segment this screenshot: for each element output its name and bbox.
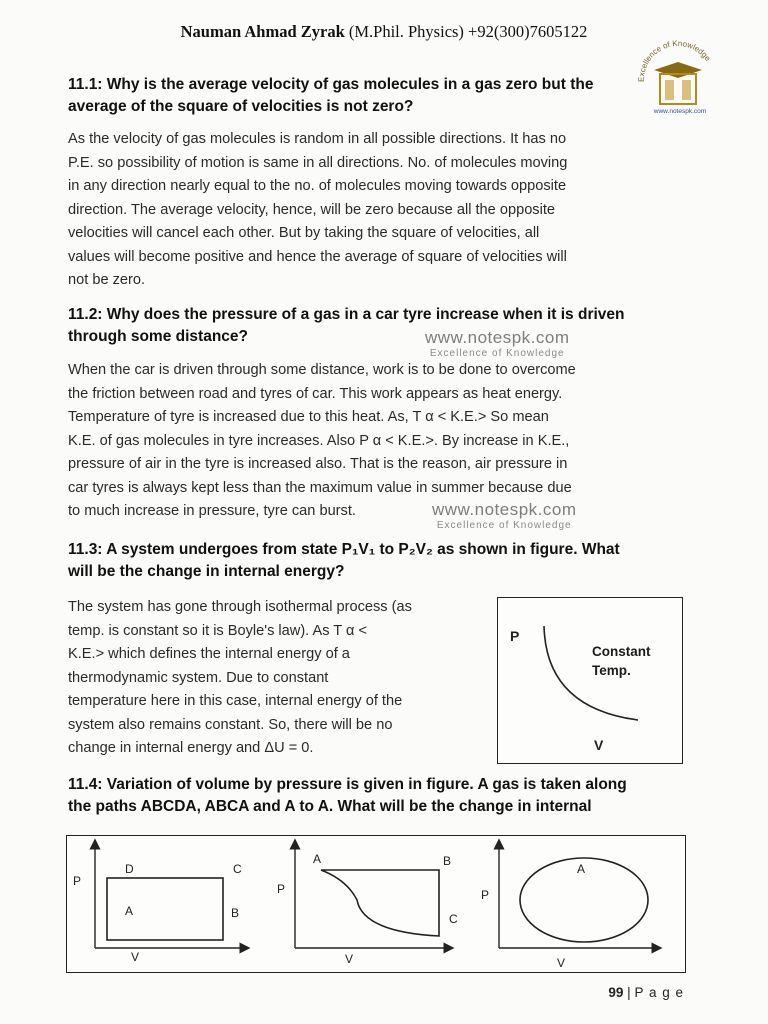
answer-line: K.E.> which defines the internal energy of a [68,646,350,662]
point-b: B [231,906,240,920]
curve-cycle-path [321,870,439,936]
answer-line: system also remains constant. So, there will be no [68,716,393,733]
point-c: C [449,912,458,926]
curve-x-label: V [345,952,354,966]
answer-line: car tyres is always kept less than the maximum value in summer because due [68,479,572,496]
answer-line: change in internal energy and ΔU = 0. [68,740,314,756]
logo-arc-text: Excellence of Knowledge [636,38,713,83]
ellipse-y-label: P [481,888,490,902]
answer-line: When the car is driven through some distance, work is to be done to overcome [68,362,576,378]
point-a: A [125,904,134,918]
answer-line: thermodynamic system. Due to constant [68,669,329,686]
answer-line: values will become positive and hence the average of square of velocities will [68,248,567,265]
answer-11-2 [68,359,680,524]
isothermal-pv-figure [497,597,683,764]
curve-y-label: P [277,882,286,896]
author-credentials: (M.Phil. Physics) +92(300)7605122 [348,22,588,41]
rect-y-label: P [73,874,82,888]
isotherm-plot [498,598,682,763]
answer-line: velocities will cancel each other. But by taking the square of velocities, all [68,225,540,241]
question-11-1-title: 11.1: Why is the average velocity of gas molecules in a gas zero but the average of the square of velocities is not zero? [68,76,594,115]
pv-cycles-figure [66,835,686,973]
question-11-4-title: 11.4: Variation of volume by pressure is given in figure. A gas is taken along the paths ABCDA, ABCA and A to A. What will be the change in internal [68,776,627,815]
y-axis-label: P [510,628,520,644]
author-name: Nauman Ahmad Zyrak [180,22,345,41]
curve-label: Constant Temp. [592,644,651,678]
watermark-tagline: Excellence of Knowledge [429,348,565,359]
point-d: D [125,862,134,876]
point-b: B [443,854,452,868]
answer-line: The system has gone through isothermal process (as [68,599,412,615]
point-a: A [313,852,322,866]
pv-cycles-plot [67,836,685,972]
answer-11-1 [68,128,680,293]
page-label: P a g e [634,985,684,1000]
answer-line: P.E. so possibility of motion is same in all directions. No. of molecules moving [68,154,568,171]
page-number: 99 [608,985,624,1000]
answer-line: K.E. of gas molecules in tyre increases. Also P α < K.E.>. By increase in K.E., [68,432,570,449]
answer-11-3 [68,596,483,761]
answer-line: the friction between road and tyres of car. This work appears as heat energy. [68,385,563,402]
watermark-url: www.notespk.com [432,500,577,519]
point-a: A [577,862,586,876]
watermark-tagline: Excellence of Knowledge [436,520,572,531]
answer-line: not be zero. [68,272,146,288]
question-11-3-title: 11.3: A system undergoes from state P₁V₁ to P₂V₂ as shown in figure. What will be the change in internal energy? [68,541,620,580]
answer-line: pressure of air in the tyre is increased also. That is the reason, air pressure in [68,456,568,472]
watermark-url: www.notespk.com [425,328,570,347]
answer-line: As the velocity of gas molecules is random in all possible directions. It has no [68,131,567,147]
answer-line: temperature here in this case, internal energy of the [68,693,403,709]
answer-line: direction. The average velocity, hence, will be zero because all the opposite [68,201,556,218]
footer-separator: | [627,985,631,1000]
answer-line: Temperature of tyre is increased due to this heat. As, T α < K.E.> So mean [68,409,549,425]
answer-line: to much increase in pressure, tyre can burst. [68,503,356,519]
page-footer [608,985,684,1000]
watermark [432,500,577,531]
watermark [425,328,570,359]
x-axis-label: V [594,737,604,753]
answer-line: in any direction nearly equal to the no. of molecules moving towards opposite [68,178,567,194]
ellipse-x-label: V [557,956,566,970]
question-11-2-title: 11.2: Why does the pressure of a gas in a car tyre increase when it is driven through some distance? [68,306,625,345]
answer-line: temp. is constant so it is Boyle's law). As T α < [68,622,368,639]
rect-x-label: V [131,950,140,964]
logo-url: www.notespk.com [653,108,707,115]
point-c: C [233,862,242,876]
